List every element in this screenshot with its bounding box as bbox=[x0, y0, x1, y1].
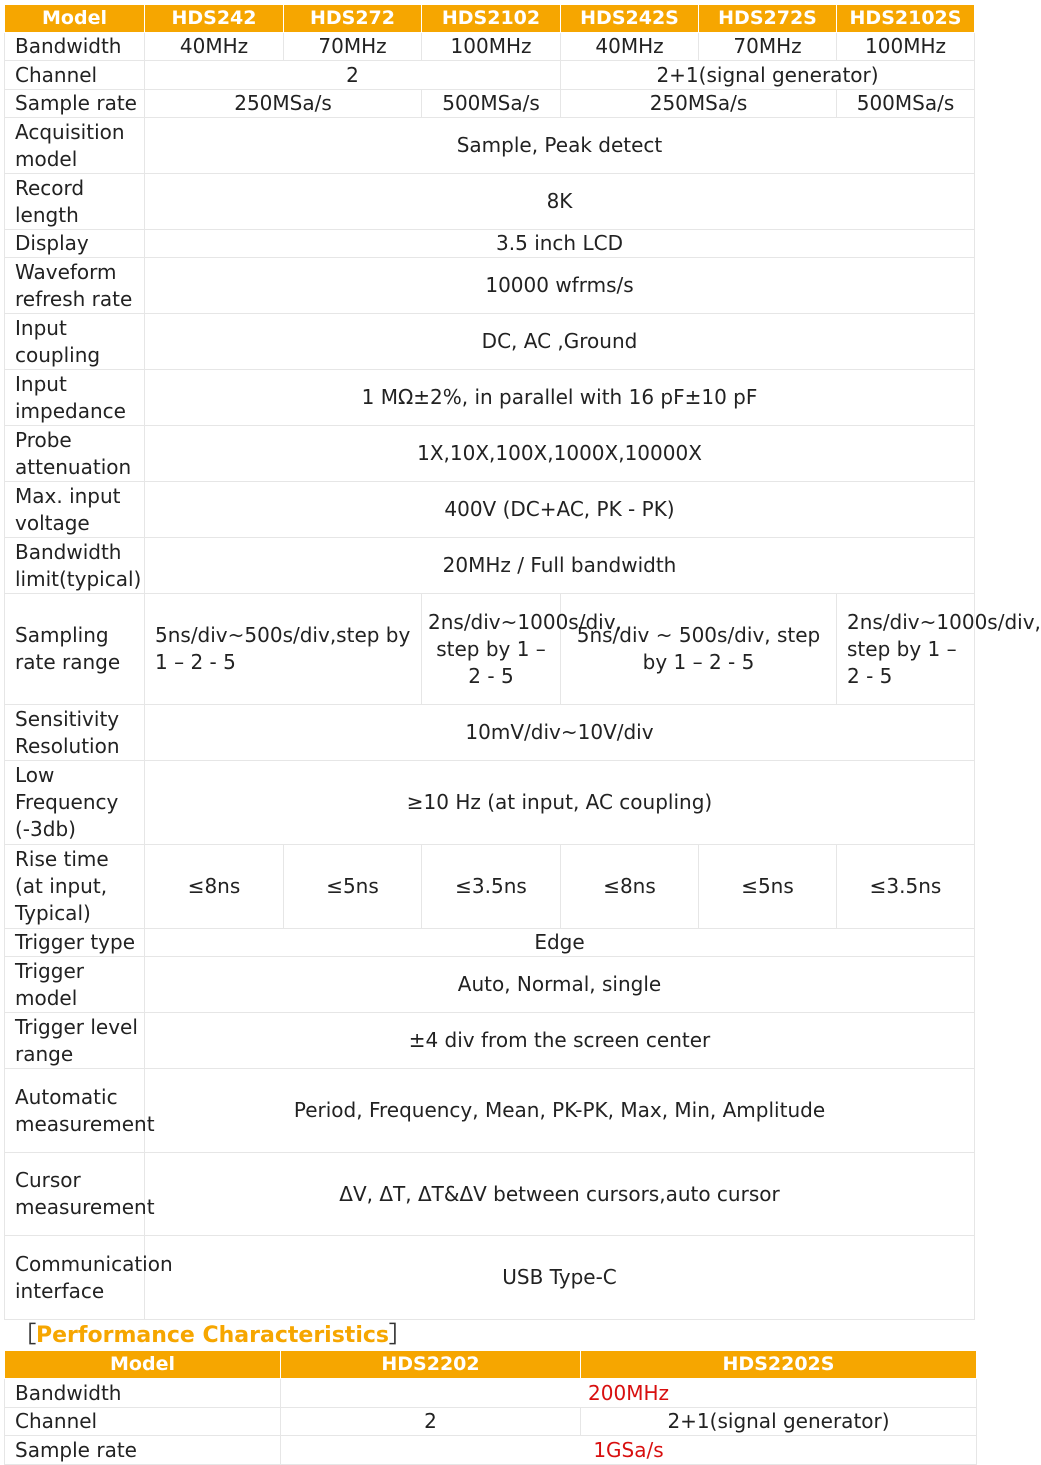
table-row-trigger-level-range bbox=[5, 1013, 975, 1069]
value-cell: ≤3.5ns bbox=[837, 845, 975, 929]
table-row-probe-attenuation bbox=[5, 426, 975, 482]
table-row-trigger-model bbox=[5, 957, 975, 1013]
value-cell: 8K bbox=[145, 174, 975, 230]
value-cell: 70MHz bbox=[699, 33, 837, 61]
value-cell: ≤3.5ns bbox=[422, 845, 561, 929]
value-cell: 200MHz bbox=[281, 1379, 977, 1408]
spec-table-models bbox=[4, 4, 1041, 1320]
table-row-sample-rate bbox=[5, 1436, 977, 1465]
value-cell: 70MHz bbox=[284, 33, 422, 61]
value-cell: 500MSa/s bbox=[422, 90, 561, 118]
table-row-rise-time bbox=[5, 845, 975, 929]
value-cell: 10mV/div~10V/div bbox=[145, 705, 975, 761]
value-cell: 2+1(signal generator) bbox=[581, 1408, 977, 1436]
table-row-bandwidth bbox=[5, 33, 975, 61]
row-label: Trigger level range bbox=[5, 1013, 145, 1069]
value-cell: USB Type-C bbox=[145, 1236, 975, 1320]
value-cell: 5ns/div~500s/div,step by 1 – 2 - 5 bbox=[145, 594, 422, 705]
row-label: Rise time (at input, Typical) bbox=[5, 845, 145, 929]
table-row-bandwidth bbox=[5, 1379, 977, 1408]
value-cell: ≤5ns bbox=[284, 845, 422, 929]
header-cell-hds242s: HDS242S bbox=[561, 5, 699, 33]
table-row-channel bbox=[5, 61, 975, 90]
table-row-record-length bbox=[5, 174, 975, 230]
header-cell-hds242: HDS242 bbox=[145, 5, 284, 33]
value-cell: 250MSa/s bbox=[561, 90, 837, 118]
row-label: Bandwidth bbox=[5, 33, 145, 61]
value-cell: ≤8ns bbox=[561, 845, 699, 929]
value-cell: 40MHz bbox=[145, 33, 284, 61]
value-cell: 3.5 inch LCD bbox=[145, 230, 975, 258]
header-cell-hds2202: HDS2202 bbox=[281, 1351, 581, 1379]
row-label: Sensitivity Resolution bbox=[5, 705, 145, 761]
title-bracket-open: ［ bbox=[14, 1323, 37, 1348]
value-cell: DC, AC ,Ground bbox=[145, 314, 975, 370]
value-cell: 400V (DC+AC, PK - PK) bbox=[145, 482, 975, 538]
value-cell: Auto, Normal, single bbox=[145, 957, 975, 1013]
section-title-performance bbox=[14, 1321, 411, 1351]
table-row-input-impedance bbox=[5, 370, 975, 426]
table-row-waveform-refresh-rate bbox=[5, 258, 975, 314]
value-cell: 500MSa/s bbox=[837, 90, 975, 118]
table-row-sensitivity-resolution bbox=[5, 705, 975, 761]
header-cell-hds272: HDS272 bbox=[284, 5, 422, 33]
header-cell-hds2202s: HDS2202S bbox=[581, 1351, 977, 1379]
table-row-sampling-rate-range bbox=[5, 594, 975, 705]
value-cell: 2 bbox=[281, 1408, 581, 1436]
spec-table-performance bbox=[4, 1350, 977, 1465]
table-row-communication-interface bbox=[5, 1236, 975, 1320]
row-label: Display bbox=[5, 230, 145, 258]
table-row-acquisition-model bbox=[5, 118, 975, 174]
row-label: Low Frequency (-3db) bbox=[5, 761, 145, 845]
row-label: Probe attenuation bbox=[5, 426, 145, 482]
table-row-bandwidth-limit bbox=[5, 538, 975, 594]
row-label: Sampling rate range bbox=[5, 594, 145, 705]
header-cell-model: Model bbox=[5, 1351, 281, 1379]
table-row-sample-rate bbox=[5, 90, 975, 118]
value-cell: 40MHz bbox=[561, 33, 699, 61]
value-cell: 1 MΩ±2%, in parallel with 16 pF±10 pF bbox=[145, 370, 975, 426]
row-label: Input coupling bbox=[5, 314, 145, 370]
row-label: Waveform refresh rate bbox=[5, 258, 145, 314]
table-header-row bbox=[5, 1351, 977, 1379]
row-label: Bandwidth bbox=[5, 1379, 281, 1408]
value-cell: 5ns/div ~ 500s/div, step by 1 – 2 - 5 bbox=[561, 594, 837, 705]
value-cell: ±4 div from the screen center bbox=[145, 1013, 975, 1069]
value-cell: Sample, Peak detect bbox=[145, 118, 975, 174]
table-header-row bbox=[5, 5, 975, 33]
row-label: Bandwidth limit(typical) bbox=[5, 538, 145, 594]
row-label: Input impedance bbox=[5, 370, 145, 426]
value-cell: 250MSa/s bbox=[145, 90, 422, 118]
value-cell: Edge bbox=[145, 929, 975, 957]
row-label: Automatic measurement bbox=[5, 1069, 145, 1153]
row-label: Trigger type bbox=[5, 929, 145, 957]
value-cell: ΔV, ΔT, ΔT&ΔV between cursors,auto cursor bbox=[145, 1153, 975, 1236]
row-label: Max. input voltage bbox=[5, 482, 145, 538]
row-label: Sample rate bbox=[5, 90, 145, 118]
value-cell: 2+1(signal generator) bbox=[561, 61, 975, 90]
table-row-input-coupling bbox=[5, 314, 975, 370]
table-row-trigger-type bbox=[5, 929, 975, 957]
value-cell: ≤5ns bbox=[699, 845, 837, 929]
table-row-channel bbox=[5, 1408, 977, 1436]
value-cell: Period, Frequency, Mean, PK-PK, Max, Min, Amplitude bbox=[145, 1069, 975, 1153]
title-text: Performance Characteristics bbox=[36, 1323, 390, 1348]
row-label: Trigger model bbox=[5, 957, 145, 1013]
table-row-cursor-measurement bbox=[5, 1153, 975, 1236]
value-cell: ≥10 Hz (at input, AC coupling) bbox=[145, 761, 975, 845]
value-cell: 1GSa/s bbox=[281, 1436, 977, 1465]
title-bracket-close: ］ bbox=[389, 1323, 412, 1348]
row-label: Acquisition model bbox=[5, 118, 145, 174]
value-cell: 2ns/div~1000s/div, step by 1 – 2 - 5 bbox=[837, 594, 975, 705]
value-cell: 10000 wfrms/s bbox=[145, 258, 975, 314]
value-cell: 2ns/div~1000s/div, step by 1 – 2 - 5 bbox=[422, 594, 561, 705]
row-label: Channel bbox=[5, 61, 145, 90]
header-cell-hds2102s: HDS2102S bbox=[837, 5, 975, 33]
table-row-low-frequency bbox=[5, 761, 975, 845]
value-cell: ≤8ns bbox=[145, 845, 284, 929]
value-cell: 20MHz / Full bandwidth bbox=[145, 538, 975, 594]
value-cell: 100MHz bbox=[422, 33, 561, 61]
row-label: Communication interface bbox=[5, 1236, 145, 1320]
value-cell: 1X,10X,100X,1000X,10000X bbox=[145, 426, 975, 482]
value-cell: 100MHz bbox=[837, 33, 975, 61]
row-label: Cursor measurement bbox=[5, 1153, 145, 1236]
table-row-max-input-voltage bbox=[5, 482, 975, 538]
row-label: Channel bbox=[5, 1408, 281, 1436]
header-cell-hds272s: HDS272S bbox=[699, 5, 837, 33]
header-cell-hds2102: HDS2102 bbox=[422, 5, 561, 33]
table-row-automatic-measurement bbox=[5, 1069, 975, 1153]
value-cell: 2 bbox=[145, 61, 561, 90]
header-cell-model: Model bbox=[5, 5, 145, 33]
row-label: Record length bbox=[5, 174, 145, 230]
row-label: Sample rate bbox=[5, 1436, 281, 1465]
table-row-display bbox=[5, 230, 975, 258]
